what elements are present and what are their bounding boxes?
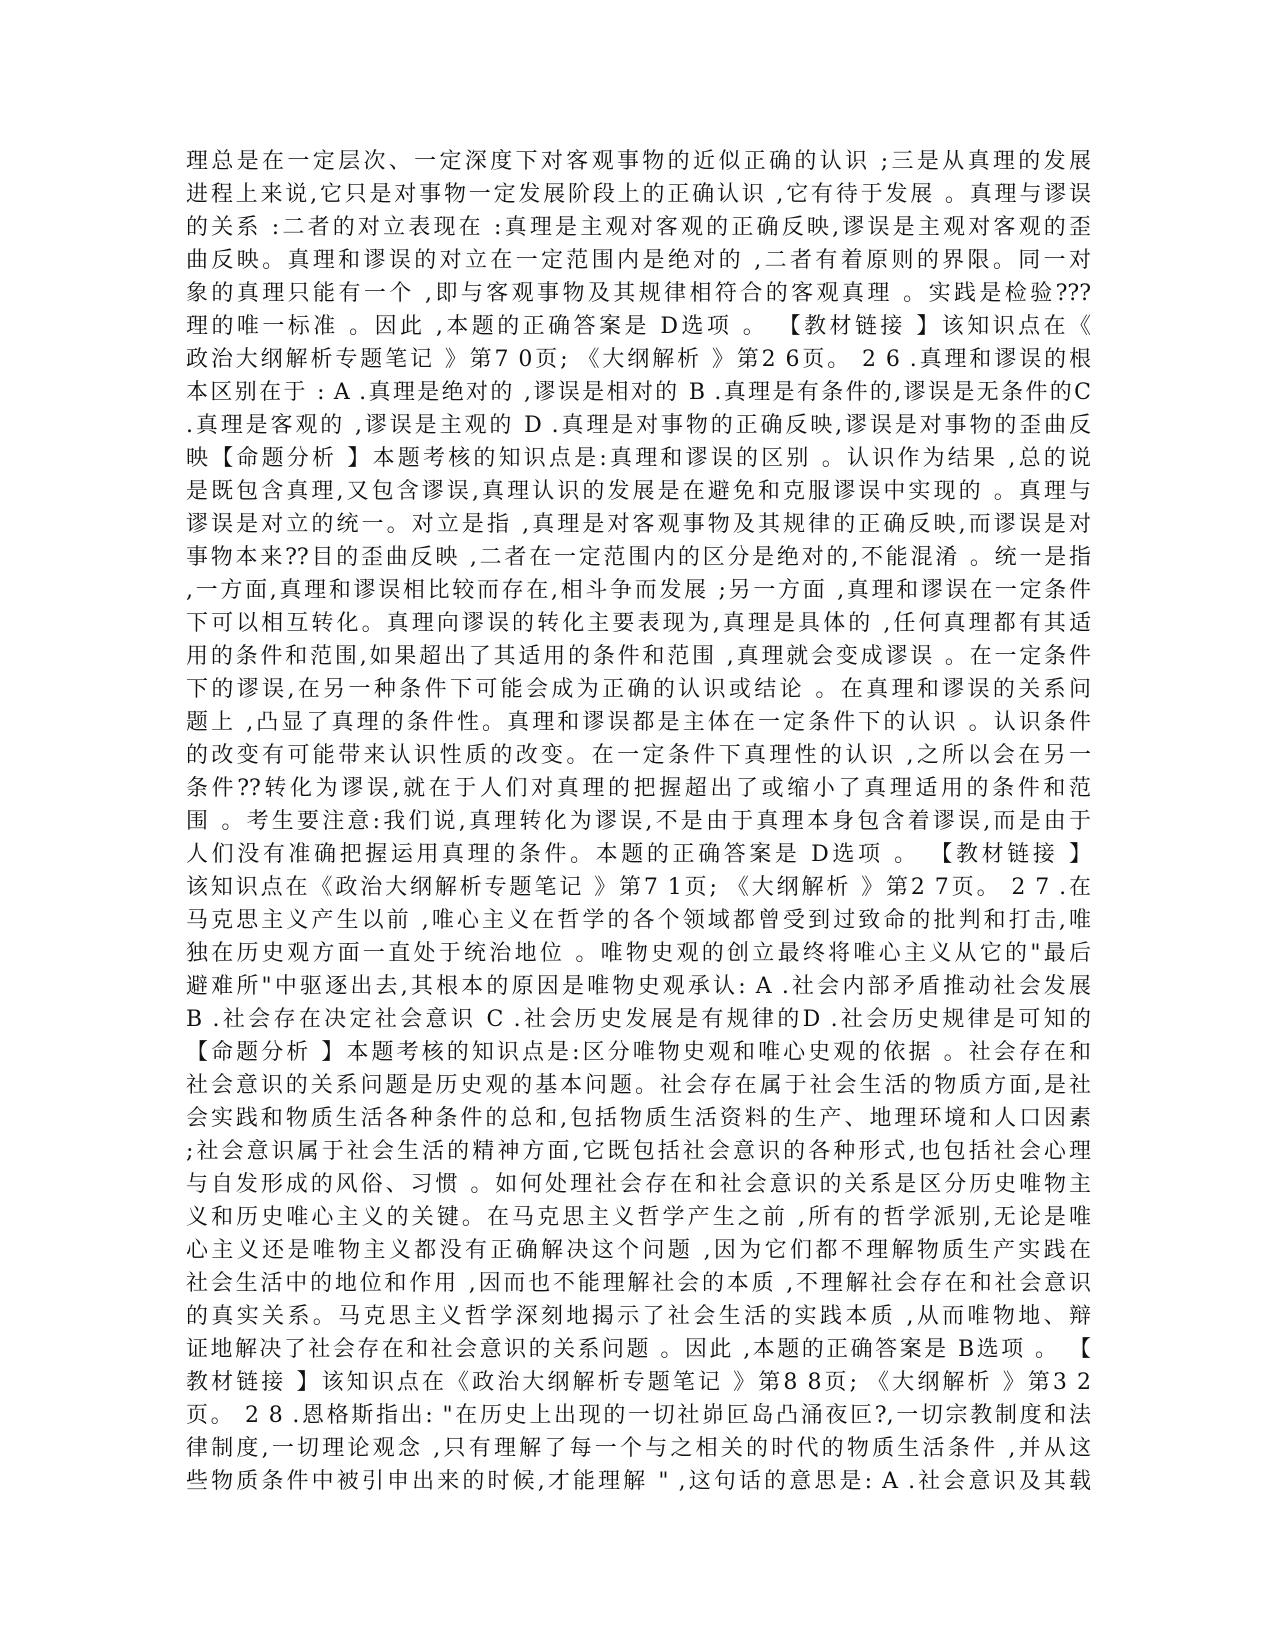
text-line: 的真实关系。马克思主义哲学深刻地揭示了社会生活的实践本质 ,从而唯物地、辩 — [186, 1304, 1091, 1329]
text-line: 与自发形成的风俗、习惯 。如何处理社会存在和社会意识的关系是区分历史唯物主 — [186, 1172, 1091, 1197]
text-line: 政治大纲解析专题笔记 》第7 0页; 《大纲解析 》第2 6页。 2 6 .真理和谬误的根 — [186, 347, 1091, 372]
text-line: B .社会存在决定社会意识 C .社会历史发展是有规律的D .社会历史规律是可知的 — [186, 1007, 1091, 1032]
text-line: .真理是客观的 ,谬误是主观的 D .真理是对事物的正确反映,谬误是对事物的歪曲反 — [186, 413, 1091, 438]
text-line: 社会生活中的地位和作用 ,因而也不能理解社会的本质 ,不理解社会存在和社会意识 — [186, 1271, 1091, 1296]
text-line: 进程上来说,它只是对事物一定发展阶段上的正确认识 ,它有待于发展 。真理与谬误 — [186, 182, 1091, 207]
text-line: 下可以相互转化。真理向谬误的转化主要表现为,真理是具体的 ,任何真理都有其适 — [186, 611, 1091, 636]
text-line: 理总是在一定层次、一定深度下对客观事物的近似正确的认识 ;三是从真理的发展 — [186, 149, 1091, 174]
text-line: 马克思主义产生以前 ,唯心主义在哲学的各个领域都曾受到过致命的批判和打击,唯 — [186, 908, 1091, 933]
text-line: 的改变有可能带来认识性质的改变。在一定条件下真理性的认识 ,之所以会在另一 — [186, 743, 1091, 768]
text-line: 本区别在于 : A .真理是绝对的 ,谬误是相对的 B .真理是有条件的,谬误是无条件的C — [186, 380, 1091, 405]
body-text — [186, 145, 1091, 1498]
text-line: 会实践和物质生活各种条件的总和,包括物质生活资料的生产、地理环境和人口因素 — [186, 1106, 1091, 1131]
text-line: 条件??转化为谬误,就在于人们对真理的把握超出了或缩小了真理适用的条件和范 — [186, 776, 1091, 801]
text-line: ;社会意识属于社会生活的精神方面,它既包括社会意识的各种形式,也包括社会心理 — [186, 1139, 1091, 1164]
text-line: 义和历史唯心主义的关键。在马克思主义哲学产生之前 ,所有的哲学派别,无论是唯 — [186, 1205, 1091, 1230]
text-line: 独在历史观方面一直处于统治地位 。唯物史观的创立最终将唯心主义从它的"最后 — [186, 941, 1091, 966]
text-line: ,一方面,真理和谬误相比较而存在,相斗争而发展 ;另一方面 ,真理和谬误在一定条件 — [186, 578, 1091, 603]
text-line: 的关系 :二者的对立表现在 :真理是主观对客观的正确反映,谬误是主观对客观的歪 — [186, 215, 1091, 240]
text-line: 下的谬误,在另一种条件下可能会成为正确的认识或结论 。在真理和谬误的关系问 — [186, 677, 1091, 702]
text-line: 避难所"中驱逐出去,其根本的原因是唯物史观承认: A .社会内部矛盾推动社会发展 — [186, 974, 1091, 999]
text-line: 证地解决了社会存在和社会意识的关系问题 。因此 ,本题的正确答案是 B选项 。 【 — [186, 1337, 1091, 1362]
text-line: 该知识点在《政治大纲解析专题笔记 》第7 1页; 《大纲解析 》第2 7页。 2 7 .在 — [186, 875, 1091, 900]
text-line: 心主义还是唯物主义都没有正确解决这个问题 ,因为它们都不理解物质生产实践在 — [186, 1238, 1091, 1263]
text-line: 律制度,一切理论观念 ,只有理解了每一个与之相关的时代的物质生活条件 ,并从这 — [186, 1436, 1091, 1461]
text-line: 理的唯一标准 。因此 ,本题的正确答案是 D选项 。 【教材链接 】该知识点在《 — [186, 314, 1091, 339]
text-line: 映【命题分析 】本题考核的知识点是:真理和谬误的区别 。认识作为结果 ,总的说 — [186, 446, 1091, 471]
text-line: 谬误是对立的统一。对立是指 ,真理是对客观事物及其规律的正确反映,而谬误是对 — [186, 512, 1091, 537]
text-line: 围 。考生要注意:我们说,真理转化为谬误,不是由于真理本身包含着谬误,而是由于 — [186, 809, 1091, 834]
text-line: 象的真理只能有一个 ,即与客观事物及其规律相符合的客观真理 。实践是检验??? — [186, 281, 1091, 306]
text-line: 题上 ,凸显了真理的条件性。真理和谬误都是主体在一定条件下的认识 。认识条件 — [186, 710, 1091, 735]
text-line: 曲反映。真理和谬误的对立在一定范围内是绝对的 ,二者有着原则的界限。同一对 — [186, 248, 1091, 273]
text-line: 些物质条件中被引申出来的时候,才能理解 " ,这句话的意思是: A .社会意识及其载 — [186, 1469, 1091, 1494]
text-line: 【命题分析 】本题考核的知识点是:区分唯物史观和唯心史观的依据 。社会存在和 — [186, 1040, 1091, 1065]
text-line: 社会意识的关系问题是历史观的基本问题。社会存在属于社会生活的物质方面,是社 — [186, 1073, 1091, 1098]
text-line: 页。 2 8 .恩格斯指出: "在历史上出现的一切社峁叵岛凸涌夜叵?,一切宗教制度和法 — [186, 1403, 1091, 1428]
text-line: 事物本来??目的歪曲反映 ,二者在一定范围内的区分是绝对的,不能混淆 。统一是指 — [186, 545, 1091, 570]
text-line: 教材链接 】该知识点在《政治大纲解析专题笔记 》第8 8页; 《大纲解析 》第3 2 — [186, 1370, 1091, 1395]
text-line: 人们没有准确把握运用真理的条件。本题的正确答案是 D选项 。 【教材链接 】 — [186, 842, 1091, 867]
text-line: 用的条件和范围,如果超出了其适用的条件和范围 ,真理就会变成谬误 。在一定条件 — [186, 644, 1091, 669]
text-line: 是既包含真理,又包含谬误,真理认识的发展是在避免和克服谬误中实现的 。真理与 — [186, 479, 1091, 504]
